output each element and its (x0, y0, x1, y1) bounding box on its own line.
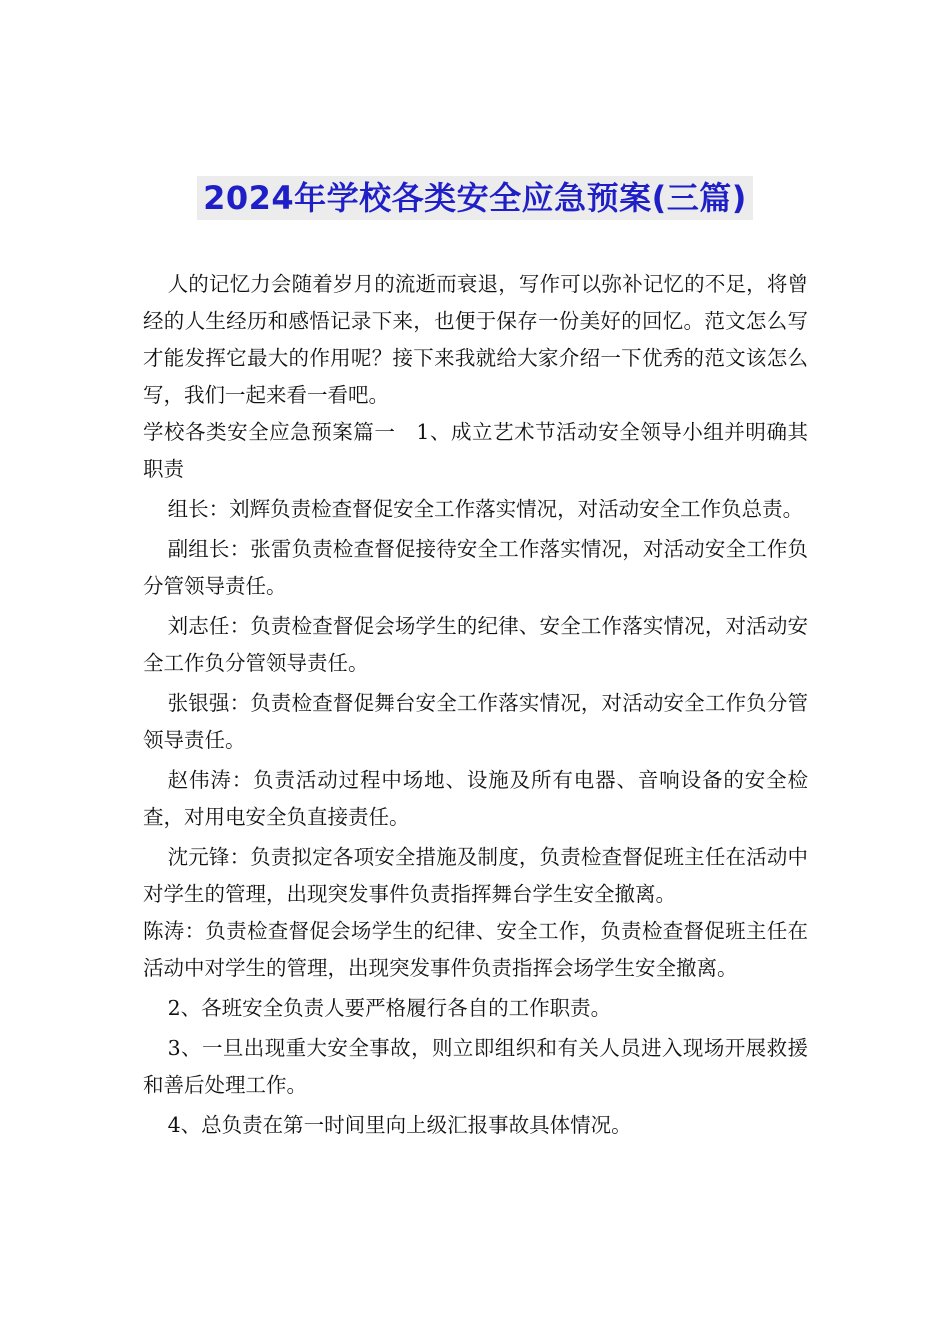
paragraph-shen-yuanfeng: 沈元锋：负责拟定各项安全措施及制度，负责检查督促班主任在活动中对学生的管理，出现突发事件负责指挥舞台学生安全撤离。 (143, 845, 808, 906)
paragraph-liu-zhiren: 刘志任：负责检查督促会场学生的纪律、安全工作落实情况，对活动安全工作负分管领导责任。 (143, 614, 808, 675)
paragraph-item-2: 2、各班安全负责人要严格履行各自的工作职责。 (167, 996, 612, 1020)
paragraph-deputy-leader: 副组长：张雷负责检查督促接待安全工作落实情况，对活动安全工作负分管领导责任。 (143, 537, 808, 598)
title-container (0, 176, 950, 220)
paragraph-zhang-yinqiang: 张银强：负责检查督促舞台安全工作落实情况，对活动安全工作负分管领导责任。 (143, 691, 808, 752)
paragraph-chen-tao: 陈涛：负责检查督促会场学生的纪律、安全工作，负责检查督促班主任在活动中对学生的管理，出现突发事件负责指挥会场学生安全撤离。 (143, 919, 808, 980)
paragraph-item-4: 4、总负责在第一时间里向上级汇报事故具体情况。 (167, 1113, 632, 1137)
paragraph-group-leader: 组长：刘辉负责检查督促安全工作落实情况，对活动安全工作负总责。 (167, 497, 804, 521)
document-body (143, 266, 808, 1144)
paragraph-item-3: 3、一旦出现重大安全事故，则立即组织和有关人员进入现场开展救援和善后处理工作。 (143, 1036, 808, 1097)
paragraph-zhao-weitao: 赵伟涛：负责活动过程中场地、设施及所有电器、音响设备的安全检查，对用电安全负直接责任。 (143, 768, 808, 829)
section-heading-paragraph: 学校各类安全应急预案篇一 1、成立艺术节活动安全领导小组并明确其职责 (143, 420, 808, 481)
intro-paragraph: 人的记忆力会随着岁月的流逝而衰退，写作可以弥补记忆的不足，将曾经的人生经历和感悟记录下来，也便于保存一份美好的回忆。范文怎么写才能发挥它最大的作用呢？接下来我就给大家介绍一下优秀的范文该怎么写，我们一起来看一看吧。 (143, 272, 808, 407)
document-title: 2024年学校各类安全应急预案(三篇) (197, 176, 753, 220)
